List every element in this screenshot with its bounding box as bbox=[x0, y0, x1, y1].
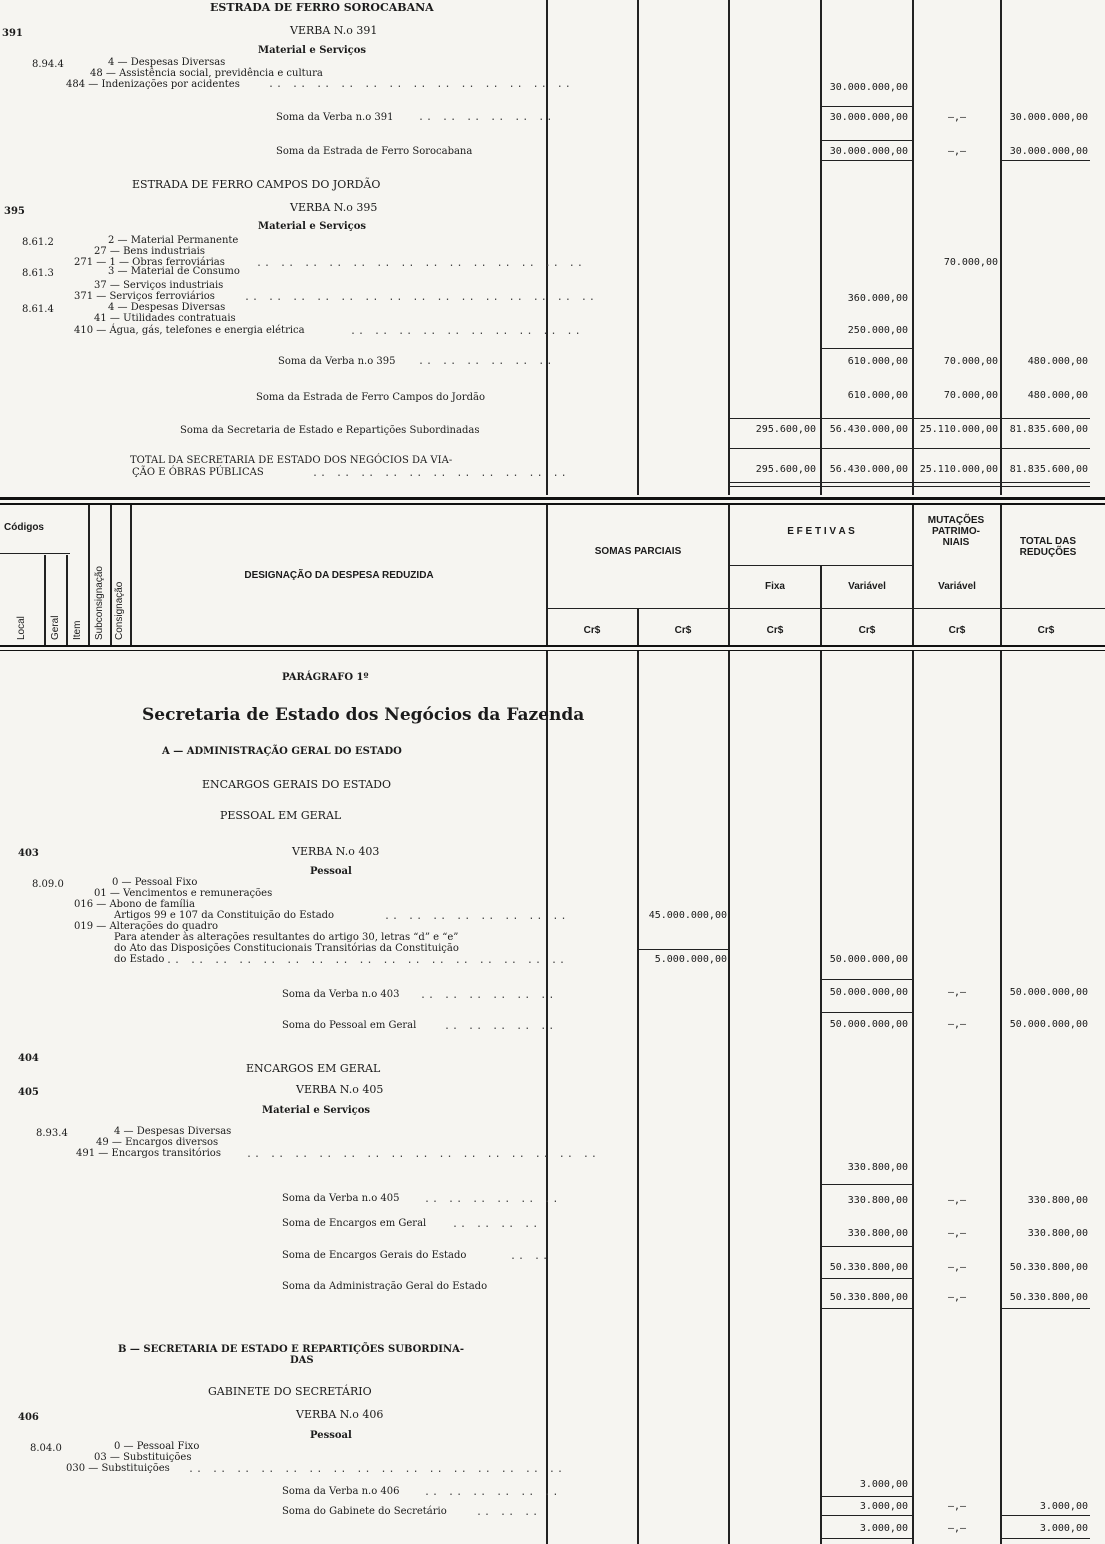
value-variavel: 250.000,00 bbox=[847, 325, 908, 336]
sum-label: Soma da Administração Geral do Estado bbox=[282, 1281, 488, 1292]
leader-dots: .. .. .. .. bbox=[452, 1219, 541, 1230]
line-text: 49 — Encargos diversos bbox=[96, 1137, 219, 1148]
sum-label: Soma da Verba n.o 406 bbox=[282, 1486, 400, 1497]
value-variavel: 330.800,00 bbox=[847, 1195, 908, 1206]
sum-label: Soma da Secretaria de Estado e Repartições Subordinadas bbox=[180, 425, 480, 436]
value-parcial: 5.000.000,00 bbox=[654, 954, 727, 965]
sum-label: Soma da Estrada de Ferro Sorocabana bbox=[276, 146, 473, 157]
value-mutacoes: 70.000,00 bbox=[943, 356, 998, 367]
value-total: 50.000.000,00 bbox=[1009, 1019, 1088, 1030]
section-title: ENCARGOS EM GERAL bbox=[246, 1062, 381, 1075]
header-consignacao: Consignação bbox=[114, 581, 125, 640]
value-variavel: 30.000.000,00 bbox=[829, 146, 908, 157]
sum-rule bbox=[822, 348, 912, 349]
header-currency: Cr$ bbox=[948, 625, 966, 636]
sum-label: Soma da Estrada de Ferro Campos do Jordão bbox=[256, 392, 485, 403]
header-mut-variavel: Variável bbox=[938, 581, 976, 592]
line-text: Artigos 99 e 107 da Constituição do Estado bbox=[114, 910, 335, 921]
header-rule bbox=[730, 565, 912, 566]
header-fixa: Fixa bbox=[764, 581, 785, 592]
line-text: 484 — Indenizações por acidentes bbox=[66, 79, 240, 90]
sum-rule bbox=[1002, 1538, 1090, 1539]
leader-dots: .. .. bbox=[510, 1251, 551, 1262]
column-rule bbox=[1000, 505, 1002, 645]
header-designacao: DESIGNAÇÃO DA DESPESA REDUZIDA bbox=[244, 570, 434, 581]
line-code: 8.93.4 bbox=[36, 1128, 68, 1139]
value-fixa: 295.600,00 bbox=[755, 464, 816, 475]
value-variavel: 360.000,00 bbox=[847, 293, 908, 304]
column-rule bbox=[88, 505, 90, 645]
column-rule bbox=[912, 651, 914, 1544]
line-text: 4 — Despesas Diversas bbox=[108, 302, 226, 313]
header-local: Local bbox=[16, 616, 27, 640]
column-rule bbox=[820, 651, 822, 1544]
sum-label: Soma de Encargos em Geral bbox=[282, 1218, 427, 1229]
value-total: 81.835.600,00 bbox=[1009, 464, 1088, 475]
line-code: 8.09.0 bbox=[32, 879, 64, 890]
line-text: 2 — Material Permanente bbox=[108, 235, 239, 246]
verba-code: 405 bbox=[18, 1087, 39, 1098]
leader-dots: .. .. .. .. .. .. bbox=[424, 1487, 561, 1498]
value-variavel: 56.430.000,00 bbox=[829, 424, 908, 435]
verba-code: 406 bbox=[18, 1412, 39, 1423]
section-title: ESTRADA DE FERRO CAMPOS DO JORDÃO bbox=[132, 178, 381, 191]
sum-rule bbox=[822, 1184, 912, 1185]
line-text: 0 — Pessoal Fixo bbox=[114, 1441, 200, 1452]
header-currency: Cr$ bbox=[1037, 625, 1055, 636]
section-title: PESSOAL EM GERAL bbox=[220, 809, 342, 822]
sum-rule bbox=[822, 160, 912, 161]
sum-rule bbox=[822, 1278, 912, 1279]
value-variavel: 610.000,00 bbox=[847, 390, 908, 401]
section-title: DAS bbox=[290, 1355, 314, 1366]
value-variavel: 56.430.000,00 bbox=[829, 464, 908, 475]
line-text: 271 — 1 — Obras ferroviárias bbox=[74, 257, 225, 268]
value-mutacoes: —,— bbox=[947, 1195, 967, 1206]
value-total: 50.330.800,00 bbox=[1009, 1292, 1088, 1303]
header-currency: Cr$ bbox=[766, 625, 784, 636]
line-text: 491 — Encargos transitórios bbox=[76, 1148, 221, 1159]
category-title: Material e Serviços bbox=[258, 45, 367, 56]
value-total: 50.000.000,00 bbox=[1009, 987, 1088, 998]
value-mutacoes: 25.110.000,00 bbox=[919, 464, 998, 475]
value-total: 81.835.600,00 bbox=[1009, 424, 1088, 435]
category-title: Pessoal bbox=[310, 866, 352, 877]
leader-dots: .. .. .. .. .. .. .. .. .. .. .. .. .. .. .. bbox=[244, 292, 597, 303]
leader-dots: .. .. .. .. .. .. bbox=[418, 356, 555, 367]
line-text: 41 — Utilidades contratuais bbox=[94, 313, 236, 324]
category-title: Material e Serviços bbox=[258, 221, 367, 232]
sum-rule bbox=[822, 1515, 912, 1516]
sum-label: Soma de Encargos Gerais do Estado bbox=[282, 1250, 467, 1261]
column-rule bbox=[1000, 651, 1002, 1544]
header-mutacoes: MUTAÇÕES PATRIMO- NIAIS bbox=[927, 515, 985, 548]
value-mutacoes: 70.000,00 bbox=[943, 390, 998, 401]
header-geral: Geral bbox=[50, 615, 61, 640]
column-rule bbox=[546, 651, 548, 1544]
column-rule bbox=[546, 505, 548, 645]
column-rule bbox=[637, 0, 639, 495]
line-code: 8.61.3 bbox=[22, 268, 54, 279]
header-codigos: Códigos bbox=[4, 522, 44, 533]
value-parcial: 45.000.000,00 bbox=[648, 910, 727, 921]
sum-rule bbox=[822, 1012, 912, 1013]
section-title: A — ADMINISTRAÇÃO GERAL DO ESTADO bbox=[162, 746, 402, 757]
value-variavel: 50.330.800,00 bbox=[829, 1292, 908, 1303]
line-code: 8.94.4 bbox=[32, 59, 64, 70]
value-total: 480.000,00 bbox=[1027, 356, 1088, 367]
paragraph-title: PARÁGRAFO 1º bbox=[282, 672, 369, 683]
sum-label: Soma da Verba n.o 403 bbox=[282, 989, 400, 1000]
verba-title: VERBA N.o 395 bbox=[290, 201, 378, 214]
verba-title: VERBA N.o 405 bbox=[296, 1083, 384, 1096]
column-rule bbox=[44, 555, 46, 645]
header-rule bbox=[0, 503, 1105, 505]
line-text: 27 — Bens industriais bbox=[94, 246, 206, 257]
leader-dots: .. .. .. .. .. bbox=[444, 1021, 557, 1032]
category-title: Pessoal bbox=[310, 1430, 352, 1441]
line-code: 8.61.4 bbox=[22, 304, 54, 315]
leader-dots: .. .. .. .. .. .. .. .. .. .. .. .. .. bbox=[268, 79, 573, 90]
header-subconsignacao: Subconsignação bbox=[94, 566, 105, 640]
section-title: GABINETE DO SECRETÁRIO bbox=[208, 1385, 372, 1398]
leader-dots: .. .. .. .. .. .. bbox=[418, 112, 555, 123]
sum-rule bbox=[730, 486, 1090, 487]
value-variavel: 330.800,00 bbox=[847, 1162, 908, 1173]
sum-label: Soma da Verba n.o 395 bbox=[278, 356, 396, 367]
line-code: 8.04.0 bbox=[30, 1443, 62, 1454]
verba-title: VERBA N.o 406 bbox=[296, 1408, 384, 1421]
line-text: Para atender às alterações resultantes do artigo 30, letras “d” e “e” bbox=[114, 932, 459, 943]
value-mutacoes: —,— bbox=[947, 1523, 967, 1534]
line-text: 37 — Serviços industriais bbox=[94, 280, 224, 291]
sum-rule bbox=[822, 1308, 912, 1309]
value-total: 480.000,00 bbox=[1027, 390, 1088, 401]
value-total: 30.000.000,00 bbox=[1009, 146, 1088, 157]
column-rule bbox=[728, 0, 730, 495]
verba-code: 395 bbox=[4, 206, 25, 217]
value-total: 50.330.800,00 bbox=[1009, 1262, 1088, 1273]
sum-label: Soma da Verba n.o 391 bbox=[276, 112, 394, 123]
sum-rule bbox=[822, 1538, 912, 1539]
line-text: 019 — Alterações do quadro bbox=[74, 921, 218, 932]
column-rule bbox=[546, 0, 548, 495]
value-variavel: 50.000.000,00 bbox=[829, 1019, 908, 1030]
leader-dots: .. .. .. .. .. .. .. .. .. .. .. .. .. .. bbox=[256, 258, 585, 269]
verba-title: VERBA N.o 403 bbox=[292, 845, 380, 858]
line-text: 01 — Vencimentos e remunerações bbox=[94, 888, 273, 899]
value-variavel: 3.000,00 bbox=[859, 1479, 908, 1490]
value-variavel: 30.000.000,00 bbox=[829, 112, 908, 123]
value-total: 30.000.000,00 bbox=[1009, 112, 1088, 123]
line-text: 016 — Abono de família bbox=[74, 899, 195, 910]
sum-rule bbox=[1002, 1515, 1090, 1516]
leader-dots: .. .. .. .. .. .. .. .. .. .. .. bbox=[312, 468, 569, 479]
column-rule bbox=[110, 505, 112, 645]
value-mutacoes: 70.000,00 bbox=[943, 257, 998, 268]
sum-label: Soma do Gabinete do Secretário bbox=[282, 1506, 447, 1517]
column-rule bbox=[728, 651, 730, 1544]
column-rule bbox=[912, 505, 914, 645]
header-rule bbox=[0, 497, 1105, 500]
leader-dots: .. .. .. .. .. .. .. .. bbox=[384, 911, 569, 922]
value-variavel: 50.000.000,00 bbox=[829, 954, 908, 965]
header-currency: Cr$ bbox=[858, 625, 876, 636]
value-mutacoes: —,— bbox=[947, 1262, 967, 1273]
column-rule bbox=[1000, 0, 1002, 495]
category-title: Material e Serviços bbox=[262, 1105, 371, 1116]
line-text: 4 — Despesas Diversas bbox=[114, 1126, 232, 1137]
value-mutacoes: 25.110.000,00 bbox=[919, 424, 998, 435]
header-efetivas: E F E T I V A S bbox=[787, 526, 855, 537]
value-mutacoes: —,— bbox=[947, 1019, 967, 1030]
sum-rule bbox=[639, 949, 728, 950]
sum-rule bbox=[730, 418, 1090, 419]
sum-rule bbox=[822, 106, 912, 107]
leader-dots: .. .. .. .. .. .. .. .. .. .. .. .. .. .. .. bbox=[246, 1149, 599, 1160]
line-text: do Estado bbox=[114, 954, 165, 965]
value-variavel: 3.000,00 bbox=[859, 1523, 908, 1534]
value-total: 330.800,00 bbox=[1027, 1195, 1088, 1206]
value-fixa: 295.600,00 bbox=[755, 424, 816, 435]
leader-dots: .. .. .. bbox=[476, 1507, 541, 1518]
line-text: 371 — Serviços ferroviários bbox=[74, 291, 215, 302]
line-text: do Ato das Disposições Constitucionais Transitórias da Constituição bbox=[114, 943, 459, 954]
total-label: ÇÃO E ÓBRAS PÚBLICAS bbox=[132, 467, 264, 478]
sum-label: Soma da Verba n.o 405 bbox=[282, 1193, 400, 1204]
value-total: 3.000,00 bbox=[1039, 1523, 1088, 1534]
header-somas-parciais: SOMAS PARCIAIS bbox=[594, 546, 682, 557]
header-variavel: Variável bbox=[848, 581, 886, 592]
leader-dots: .. .. .. .. .. .. .. .. .. .. bbox=[350, 326, 583, 337]
value-variavel: 50.000.000,00 bbox=[829, 987, 908, 998]
total-label: TOTAL DA SECRETARIA DE ESTADO DOS NEGÓCIOS DA VIA- bbox=[130, 455, 453, 466]
value-mutacoes: —,— bbox=[947, 987, 967, 998]
verba-title: VERBA N.o 391 bbox=[290, 24, 378, 37]
value-variavel: 50.330.800,00 bbox=[829, 1262, 908, 1273]
value-mutacoes: —,— bbox=[947, 146, 967, 157]
column-rule bbox=[637, 651, 639, 1544]
sum-rule bbox=[822, 1246, 912, 1247]
line-text: 03 — Substituições bbox=[94, 1452, 192, 1463]
header-rule bbox=[0, 645, 1105, 647]
value-mutacoes: —,— bbox=[947, 112, 967, 123]
value-variavel: 30.000.000,00 bbox=[829, 82, 908, 93]
header-currency: Cr$ bbox=[583, 625, 601, 636]
value-variavel: 610.000,00 bbox=[847, 356, 908, 367]
line-text: 030 — Substituições bbox=[66, 1463, 170, 1474]
verba-code: 403 bbox=[18, 848, 39, 859]
header-rule bbox=[0, 650, 1105, 651]
column-rule bbox=[912, 0, 914, 495]
value-total: 330.800,00 bbox=[1027, 1228, 1088, 1239]
value-total: 3.000,00 bbox=[1039, 1501, 1088, 1512]
header-item: Item bbox=[72, 620, 83, 640]
header-rule bbox=[548, 608, 1105, 609]
verba-code: 391 bbox=[2, 28, 23, 39]
column-rule bbox=[66, 555, 68, 645]
leader-dots: .. .. .. .. .. .. bbox=[424, 1194, 561, 1205]
verba-code: 404 bbox=[18, 1053, 39, 1064]
line-text: 3 — Material de Consumo bbox=[108, 266, 240, 277]
value-mutacoes: —,— bbox=[947, 1292, 967, 1303]
section-title: B — SECRETARIA DE ESTADO E REPARTIÇÕES SUBORDINA- bbox=[118, 1344, 465, 1355]
sum-rule bbox=[822, 140, 912, 141]
sum-rule bbox=[1002, 1308, 1090, 1309]
sum-rule bbox=[730, 448, 1090, 449]
sum-label: Soma do Pessoal em Geral bbox=[282, 1020, 417, 1031]
value-mutacoes: —,— bbox=[947, 1228, 967, 1239]
sum-rule bbox=[822, 979, 912, 980]
header-rule bbox=[0, 553, 70, 554]
header-currency: Cr$ bbox=[674, 625, 692, 636]
section-title: ENCARGOS GERAIS DO ESTADO bbox=[202, 778, 391, 791]
value-variavel: 3.000,00 bbox=[859, 1501, 908, 1512]
header-total: TOTAL DAS REDUÇÕES bbox=[1019, 536, 1077, 558]
leader-dots: .. .. .. .. .. .. .. .. .. .. .. .. .. .. .. .. bbox=[188, 1464, 565, 1475]
sum-rule bbox=[730, 482, 1090, 483]
section-title: ESTRADA DE FERRO SOROCABANA bbox=[210, 1, 434, 14]
secretaria-title: Secretaria de Estado dos Negócios da Fazenda bbox=[142, 705, 585, 725]
line-text: 0 — Pessoal Fixo bbox=[112, 877, 198, 888]
line-text: 410 — Água, gás, telefones e energia elétrica bbox=[74, 325, 305, 336]
leader-dots: .. .. .. .. .. .. bbox=[420, 990, 557, 1001]
value-variavel: 330.800,00 bbox=[847, 1228, 908, 1239]
column-rule bbox=[820, 0, 822, 495]
line-text: 4 — Despesas Diversas bbox=[108, 57, 226, 68]
column-rule bbox=[130, 505, 132, 645]
leader-dots: .. .. .. .. .. .. .. .. .. .. .. .. .. .. .. .. .. bbox=[166, 955, 568, 966]
line-text: 48 — Assistência social, previdência e cultura bbox=[90, 68, 323, 79]
sum-rule bbox=[1002, 160, 1090, 161]
sum-rule bbox=[822, 1496, 912, 1497]
line-code: 8.61.2 bbox=[22, 237, 54, 248]
value-mutacoes: —,— bbox=[947, 1501, 967, 1512]
